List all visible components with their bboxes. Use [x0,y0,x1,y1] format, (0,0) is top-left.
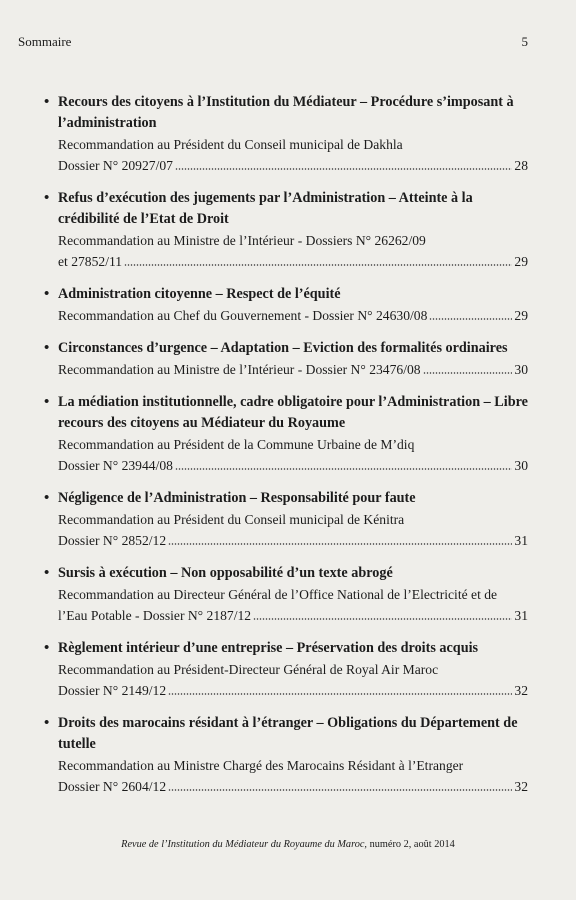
footer-issue: numéro 2, août 2014 [369,839,455,850]
page-number: 5 [521,34,528,49]
entry-title: Règlement intérieur d’une entreprise – Préservation des droits acquis [58,640,479,656]
entry-recommendation: Recommandation au Président du Conseil municipal de Dakhla [58,137,403,152]
entry-title: Refus d’exécution des jugements par l’Administration – Atteinte à la crédibilité de l’Etat de Droit [58,190,473,227]
entry-page-number: 30 [514,362,528,377]
entry-page-number: 31 [514,608,528,623]
dot-leader [175,167,512,171]
bullet-icon: • [44,94,50,110]
bullet-icon: • [44,190,50,206]
page-footer [0,839,576,850]
dot-leader [168,788,512,792]
toc-entry[interactable] [44,563,528,626]
entry-page-number: 30 [514,458,528,473]
toc-entry[interactable] [44,638,528,701]
dot-leader [253,617,512,621]
bullet-icon: • [44,286,50,302]
entry-page-number: 28 [514,158,528,173]
footer-journal: Revue de l’Institution du Médiateur du Royaume du Maroc, [121,839,367,850]
entry-recommendation: Recommandation au Ministre Chargé des Marocains Résidant à l’Etranger [58,758,464,773]
entry-dossier: Dossier N° 2604/12 [58,779,167,794]
entry-recommendation: Recommandation au Ministre de l’Intérieur - Dossiers N° 26262/09 [58,233,426,248]
entry-dossier: et 27852/11 [58,254,123,269]
toc-entry[interactable] [44,188,528,272]
entry-recommendation: Recommandation au Président-Directeur Général de Royal Air Maroc [58,662,439,677]
entry-title: Sursis à exécution – Non opposabilité d’un texte abrogé [58,565,393,581]
entry-dossier: Dossier N° 20927/07 [58,158,173,173]
dot-leader [168,692,512,696]
entry-title: Droits des marocains résidant à l’étranger – Obligations du Département de tutelle [58,715,518,752]
entry-title: Administration citoyenne – Respect de l’équité [58,286,341,302]
bullet-icon: • [44,340,50,356]
entry-page-number: 29 [514,308,528,323]
bullet-icon: • [44,640,50,656]
bullet-icon: • [44,715,50,731]
entry-page-number: 32 [514,779,528,794]
entry-recommendation: Recommandation au Président du Conseil municipal de Kénitra [58,512,405,527]
bullet-icon: • [44,490,50,506]
toc-entry[interactable] [44,338,528,380]
bullet-icon: • [44,394,50,410]
dot-leader [429,317,512,321]
bullet-icon: • [44,565,50,581]
entry-recommendation: Recommandation au Président de la Commune Urbaine de M’diq [58,437,415,452]
dot-leader [124,263,512,267]
section-title: Sommaire [18,34,72,49]
page-header [18,34,528,50]
entry-title: La médiation institutionnelle, cadre obligatoire pour l’Administration – Libre recours des citoyens au Médiateur du Royaume [58,394,528,431]
entry-dossier: Recommandation au Chef du Gouvernement - Dossier N° 24630/08 [58,308,428,323]
entry-dossier: Dossier N° 23944/08 [58,458,173,473]
table-of-contents [44,92,528,809]
toc-entry[interactable] [44,392,528,476]
entry-dossier: Dossier N° 2149/12 [58,683,167,698]
entry-page-number: 29 [514,254,528,269]
toc-entry[interactable] [44,284,528,326]
entry-dossier: Recommandation au Ministre de l’Intérieur - Dossier N° 23476/08 [58,362,421,377]
toc-entry[interactable] [44,713,528,797]
dot-leader [175,467,512,471]
toc-entry[interactable] [44,92,528,176]
toc-entry[interactable] [44,488,528,551]
entry-recommendation: Recommandation au Directeur Général de l’Office National de l’Electricité et de [58,587,498,602]
entry-page-number: 32 [514,683,528,698]
entry-dossier: l’Eau Potable - Dossier N° 2187/12 [58,608,252,623]
entry-title: Recours des citoyens à l’Institution du Médiateur – Procédure s’imposant à l’administration [58,94,514,131]
entry-title: Négligence de l’Administration – Responsabilité pour faute [58,490,416,506]
entry-page-number: 31 [514,533,528,548]
dot-leader [168,542,512,546]
entry-dossier: Dossier N° 2852/12 [58,533,167,548]
dot-leader [423,371,513,375]
entry-title: Circonstances d’urgence – Adaptation – Eviction des formalités ordinaires [58,340,508,356]
